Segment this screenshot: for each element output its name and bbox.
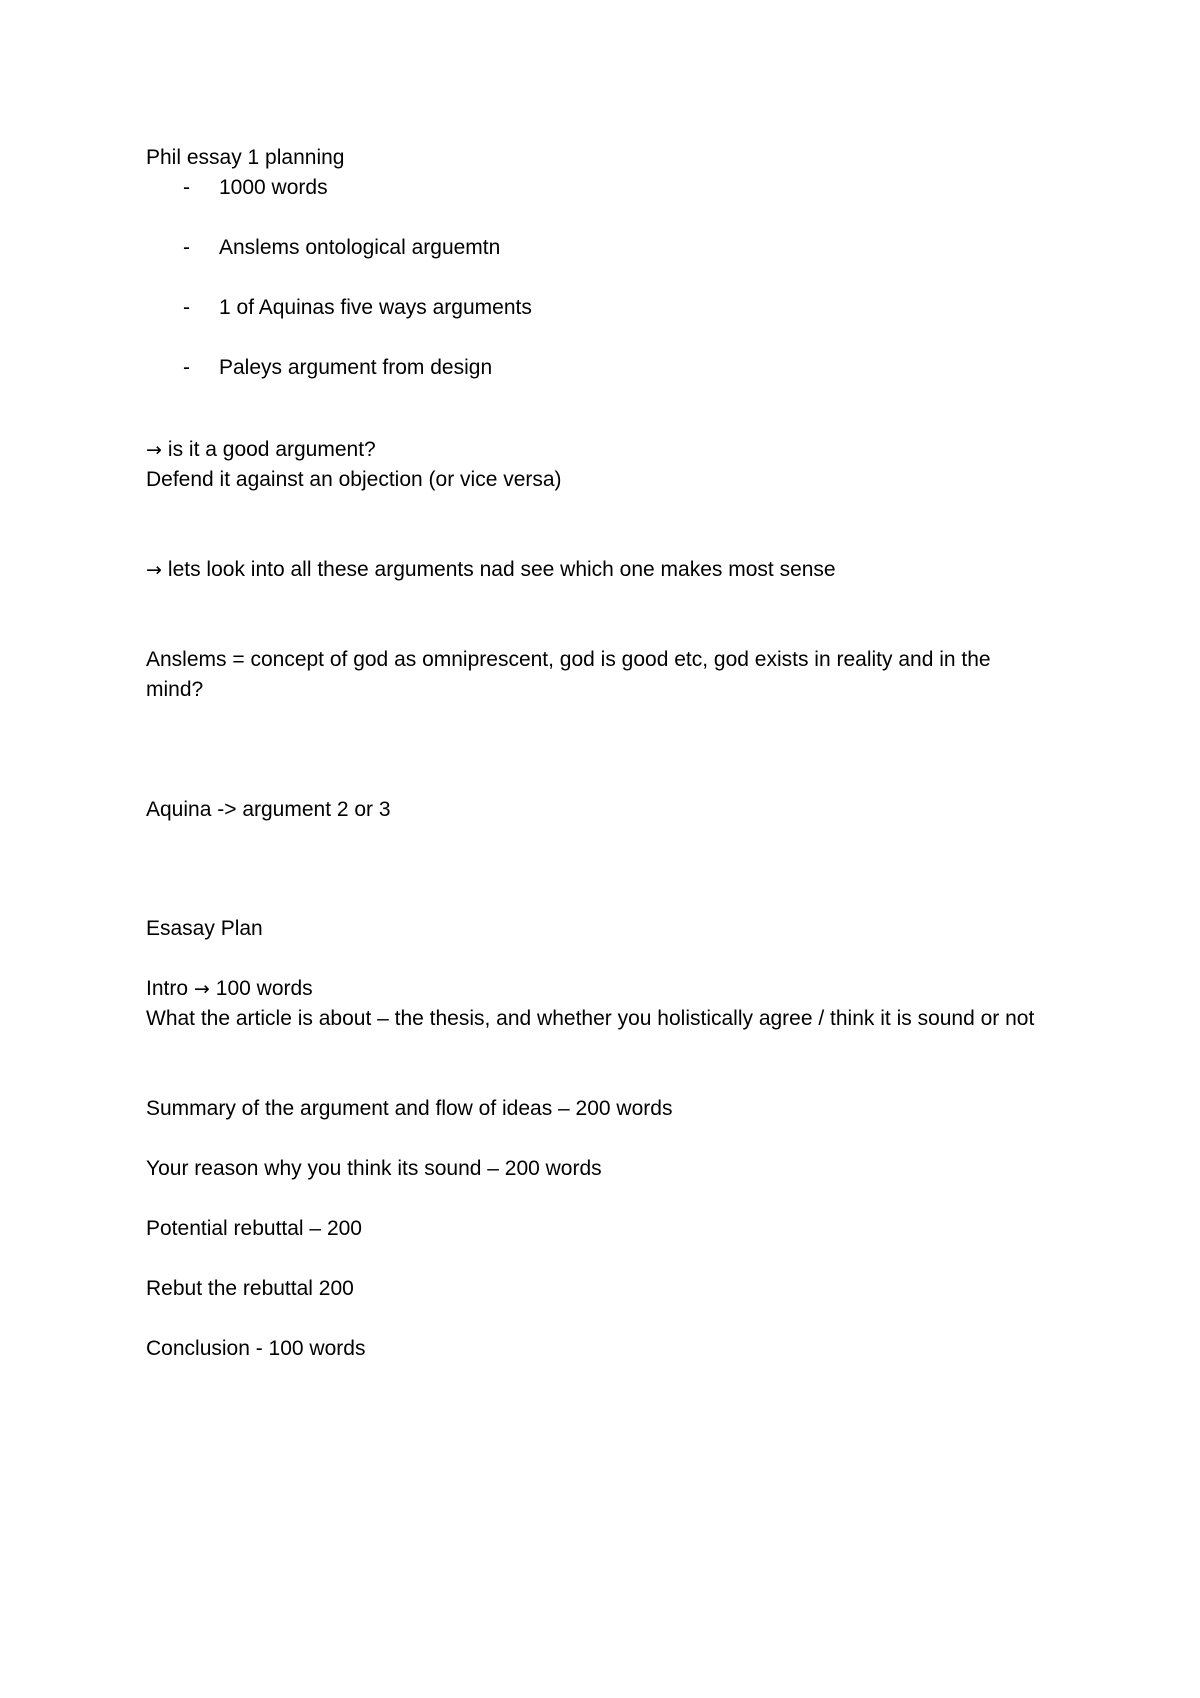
list-item-text: 1 of Aquinas five ways arguments	[219, 296, 532, 319]
lets-look-text: lets look into all these arguments nad see which one makes most sense	[167, 558, 836, 581]
defend-line: Defend it against an objection (or vice versa)	[146, 468, 562, 491]
plan-item: Conclusion - 100 words	[146, 1337, 366, 1360]
list-item-text: 1000 words	[219, 176, 328, 199]
arrow-icon: →	[146, 559, 162, 581]
plan-item: Summary of the argument and flow of ideas – 200 words	[146, 1097, 673, 1120]
arrow-icon: →	[146, 439, 162, 461]
dash-marker: -	[183, 236, 190, 259]
aquina-line: Aquina -> argument 2 or 3	[146, 798, 391, 821]
intro-label: Intro	[146, 977, 189, 1000]
list-item-text: Anslems ontological arguemtn	[219, 236, 501, 259]
plan-heading: Esasay Plan	[146, 917, 263, 940]
lets-look-line	[146, 555, 1046, 585]
dash-marker: -	[183, 296, 190, 319]
plan-item: Rebut the rebuttal 200	[146, 1277, 354, 1300]
topic-list	[146, 173, 1046, 383]
question-line	[146, 435, 1046, 465]
plan-item: Potential rebuttal – 200	[146, 1217, 362, 1240]
document-body	[146, 143, 1046, 1364]
dash-marker: -	[183, 176, 190, 199]
plan-item: Your reason why you think its sound – 200 words	[146, 1157, 602, 1180]
list-item	[146, 353, 1046, 383]
intro-words: 100 words	[215, 977, 313, 1000]
arrow-icon: →	[193, 978, 210, 1000]
intro-line	[146, 974, 1046, 1004]
document-title: Phil essay 1 planning	[146, 146, 345, 169]
anslems-paragraph: Anslems = concept of god as omniprescent, god is good etc, god exists in reality and in the mind?	[146, 648, 991, 701]
list-item	[146, 173, 1046, 203]
list-item-text: Paleys argument from design	[219, 356, 493, 379]
list-item	[146, 233, 1046, 263]
list-item	[146, 293, 1046, 323]
intro-description: What the article is about – the thesis, and whether you holistically agree / think it is sound or not	[146, 1007, 1035, 1030]
dash-marker: -	[183, 356, 190, 379]
question-text: is it a good argument?	[167, 438, 376, 461]
